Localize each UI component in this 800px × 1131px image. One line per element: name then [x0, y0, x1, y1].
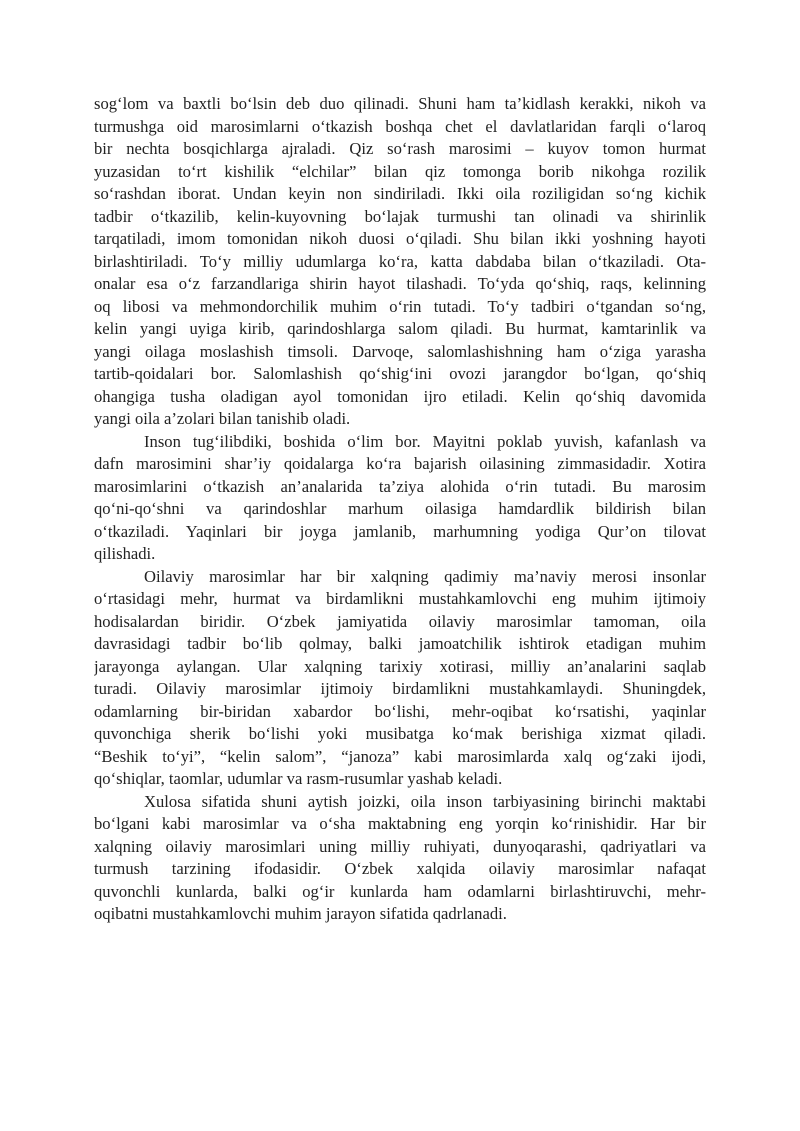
text-line: turmushga oid marosimlarni o‘tkazish boshqa chet el davlatlaridan farqli o‘laroq [94, 116, 706, 136]
text-line: Inson tug‘ilibdiki, boshida o‘lim bor. Mayitni poklab yuvish, kafanlash va [144, 431, 706, 451]
text-line: quvonchli kunlarda, balki og‘ir kunlarda ham odamlarni birlashtiruvchi, mehr- [94, 881, 706, 901]
text-line: tartib-qoidalari bor. Salomlashish qo‘shig‘ini ovozi jarangdor bo‘lgan, qo‘shiq [94, 364, 706, 383]
text-line: qo‘ni-qo‘shni va qarindoshlar marhum oilasiga hamdardlik bildirish bilan [94, 499, 706, 518]
paragraph [94, 431, 706, 566]
text-line: oq libosi va mehmondorchilik muhim o‘rin tutadi. To‘y tadbiri o‘tgandan so‘ng, [94, 296, 706, 316]
text-line: o‘tkaziladi. Yaqinlari bir joyga jamlanib, marhumning yodiga Qur’on tilovat [94, 521, 706, 541]
text-line: o‘rtasidagi mehr, hurmat va birdamlikni mustahkamlovchi eng muhim ijtimoiy [94, 589, 706, 608]
text-line: yangi oilaga moslashish timsoli. Darvoqe, salomlashishning ham o‘ziga yarasha [94, 341, 706, 361]
text-line: marosimlarini o‘tkazish an’analarida ta’ziya alohida o‘rin tutadi. Bu marosim [94, 476, 706, 496]
text-line: qilishadi. [94, 544, 156, 563]
text-line: “Beshik to‘yi”, “kelin salom”, “janoza” kabi marosimlarda xalq og‘zaki ijodi, [94, 746, 706, 766]
text-line: bir nechta bosqichlarga ajraladi. Qiz so‘rash marosimi – kuyov tomon hurmat [94, 139, 706, 158]
text-line: dafn marosimini shar’iy qoidalarga ko‘ra bajarish oilasining zimmasidadir. Xotira [94, 454, 706, 473]
text-line: tadbir o‘tkazilib, kelin-kuyovning bo‘lajak turmushi tan olinadi va shirinlik [94, 206, 706, 226]
text-line: Oilaviy marosimlar har bir xalqning qadimiy ma’naviy merosi insonlar [144, 566, 706, 586]
text-line: so‘rashdan iborat. Undan keyin non sindiriladi. Ikki oila roziligidan so‘ng kichik [94, 184, 706, 203]
text-line: quvonchiga sherik bo‘lishi yoki musibatga ko‘mak berishiga xizmat qiladi. [94, 724, 706, 743]
text-line: jarayonga aylangan. Ular xalqning tarixiy xotirasi, milliy an’analarini saqlab [94, 656, 706, 676]
text-line: turadi. Oilaviy marosimlar ijtimoiy birdamlikni mustahkamlaydi. Shuningdek, [94, 679, 706, 698]
text-line: bo‘lgani kabi marosimlar va o‘sha maktabning eng yorqin ko‘rinishidir. Har bir [94, 814, 706, 833]
paragraph [94, 791, 706, 926]
text-line: yuzasidan to‘rt kishilik “elchilar” bilan qiz tomonga borib nikohga rozilik [94, 161, 706, 181]
text-line: sog‘lom va baxtli bo‘lsin deb duo qilinadi. Shuni ham ta’kidlash kerakki, nikoh va [94, 94, 706, 113]
text-line: tarqatiladi, imom tomonidan nikoh duosi o‘qiladi. Shu bilan ikki yoshning hayoti [94, 229, 706, 248]
text-line: xalqning oilaviy marosimlari uning milliy ruhiyati, dunyoqarashi, qadriyatlari va [94, 836, 706, 856]
paragraph [94, 93, 706, 431]
text-line: yangi oila a’zolari bilan tanishib oladi. [94, 409, 351, 428]
text-line: Xulosa sifatida shuni aytish joizki, oila inson tarbiyasining birinchi maktabi [144, 791, 706, 811]
text-line: ohangiga tusha oladigan ayol tomonidan ijro etiladi. Kelin qo‘shiq davomida [94, 386, 706, 406]
text-line: turmush tarzining ifodasidir. O‘zbek xalqida oilaviy marosimlar nafaqat [94, 859, 706, 878]
text-line: oqibatni mustahkamlovchi muhim jarayon sifatida qadrlanadi. [94, 904, 507, 923]
text-line: birlashtiriladi. To‘y milliy udumlarga ko‘ra, katta dabdaba bilan o‘tkaziladi. Ota- [94, 251, 706, 271]
text-line: kelin yangi uyiga kirib, qarindoshlarga salom qiladi. Bu hurmat, kamtarinlik va [94, 319, 706, 338]
paragraph [94, 566, 706, 791]
text-line: qo‘shiqlar, taomlar, udumlar va rasm-rusumlar yashab keladi. [94, 769, 503, 788]
body-text [94, 93, 706, 926]
text-line: onalar esa o‘z farzandlariga shirin hayot tilashadi. To‘yda qo‘shiq, raqs, kelinning [94, 274, 706, 293]
text-line: hodisalardan biridir. O‘zbek jamiyatida oilaviy marosimlar tamoman, oila [94, 611, 706, 631]
text-line: davrasidagi tadbir bo‘lib qolmay, balki jamoatchilik ishtirok etadigan muhim [94, 634, 706, 653]
text-line: odamlarning bir-biridan xabardor bo‘lishi, mehr-oqibat ko‘rsatishi, yaqinlar [94, 701, 706, 721]
